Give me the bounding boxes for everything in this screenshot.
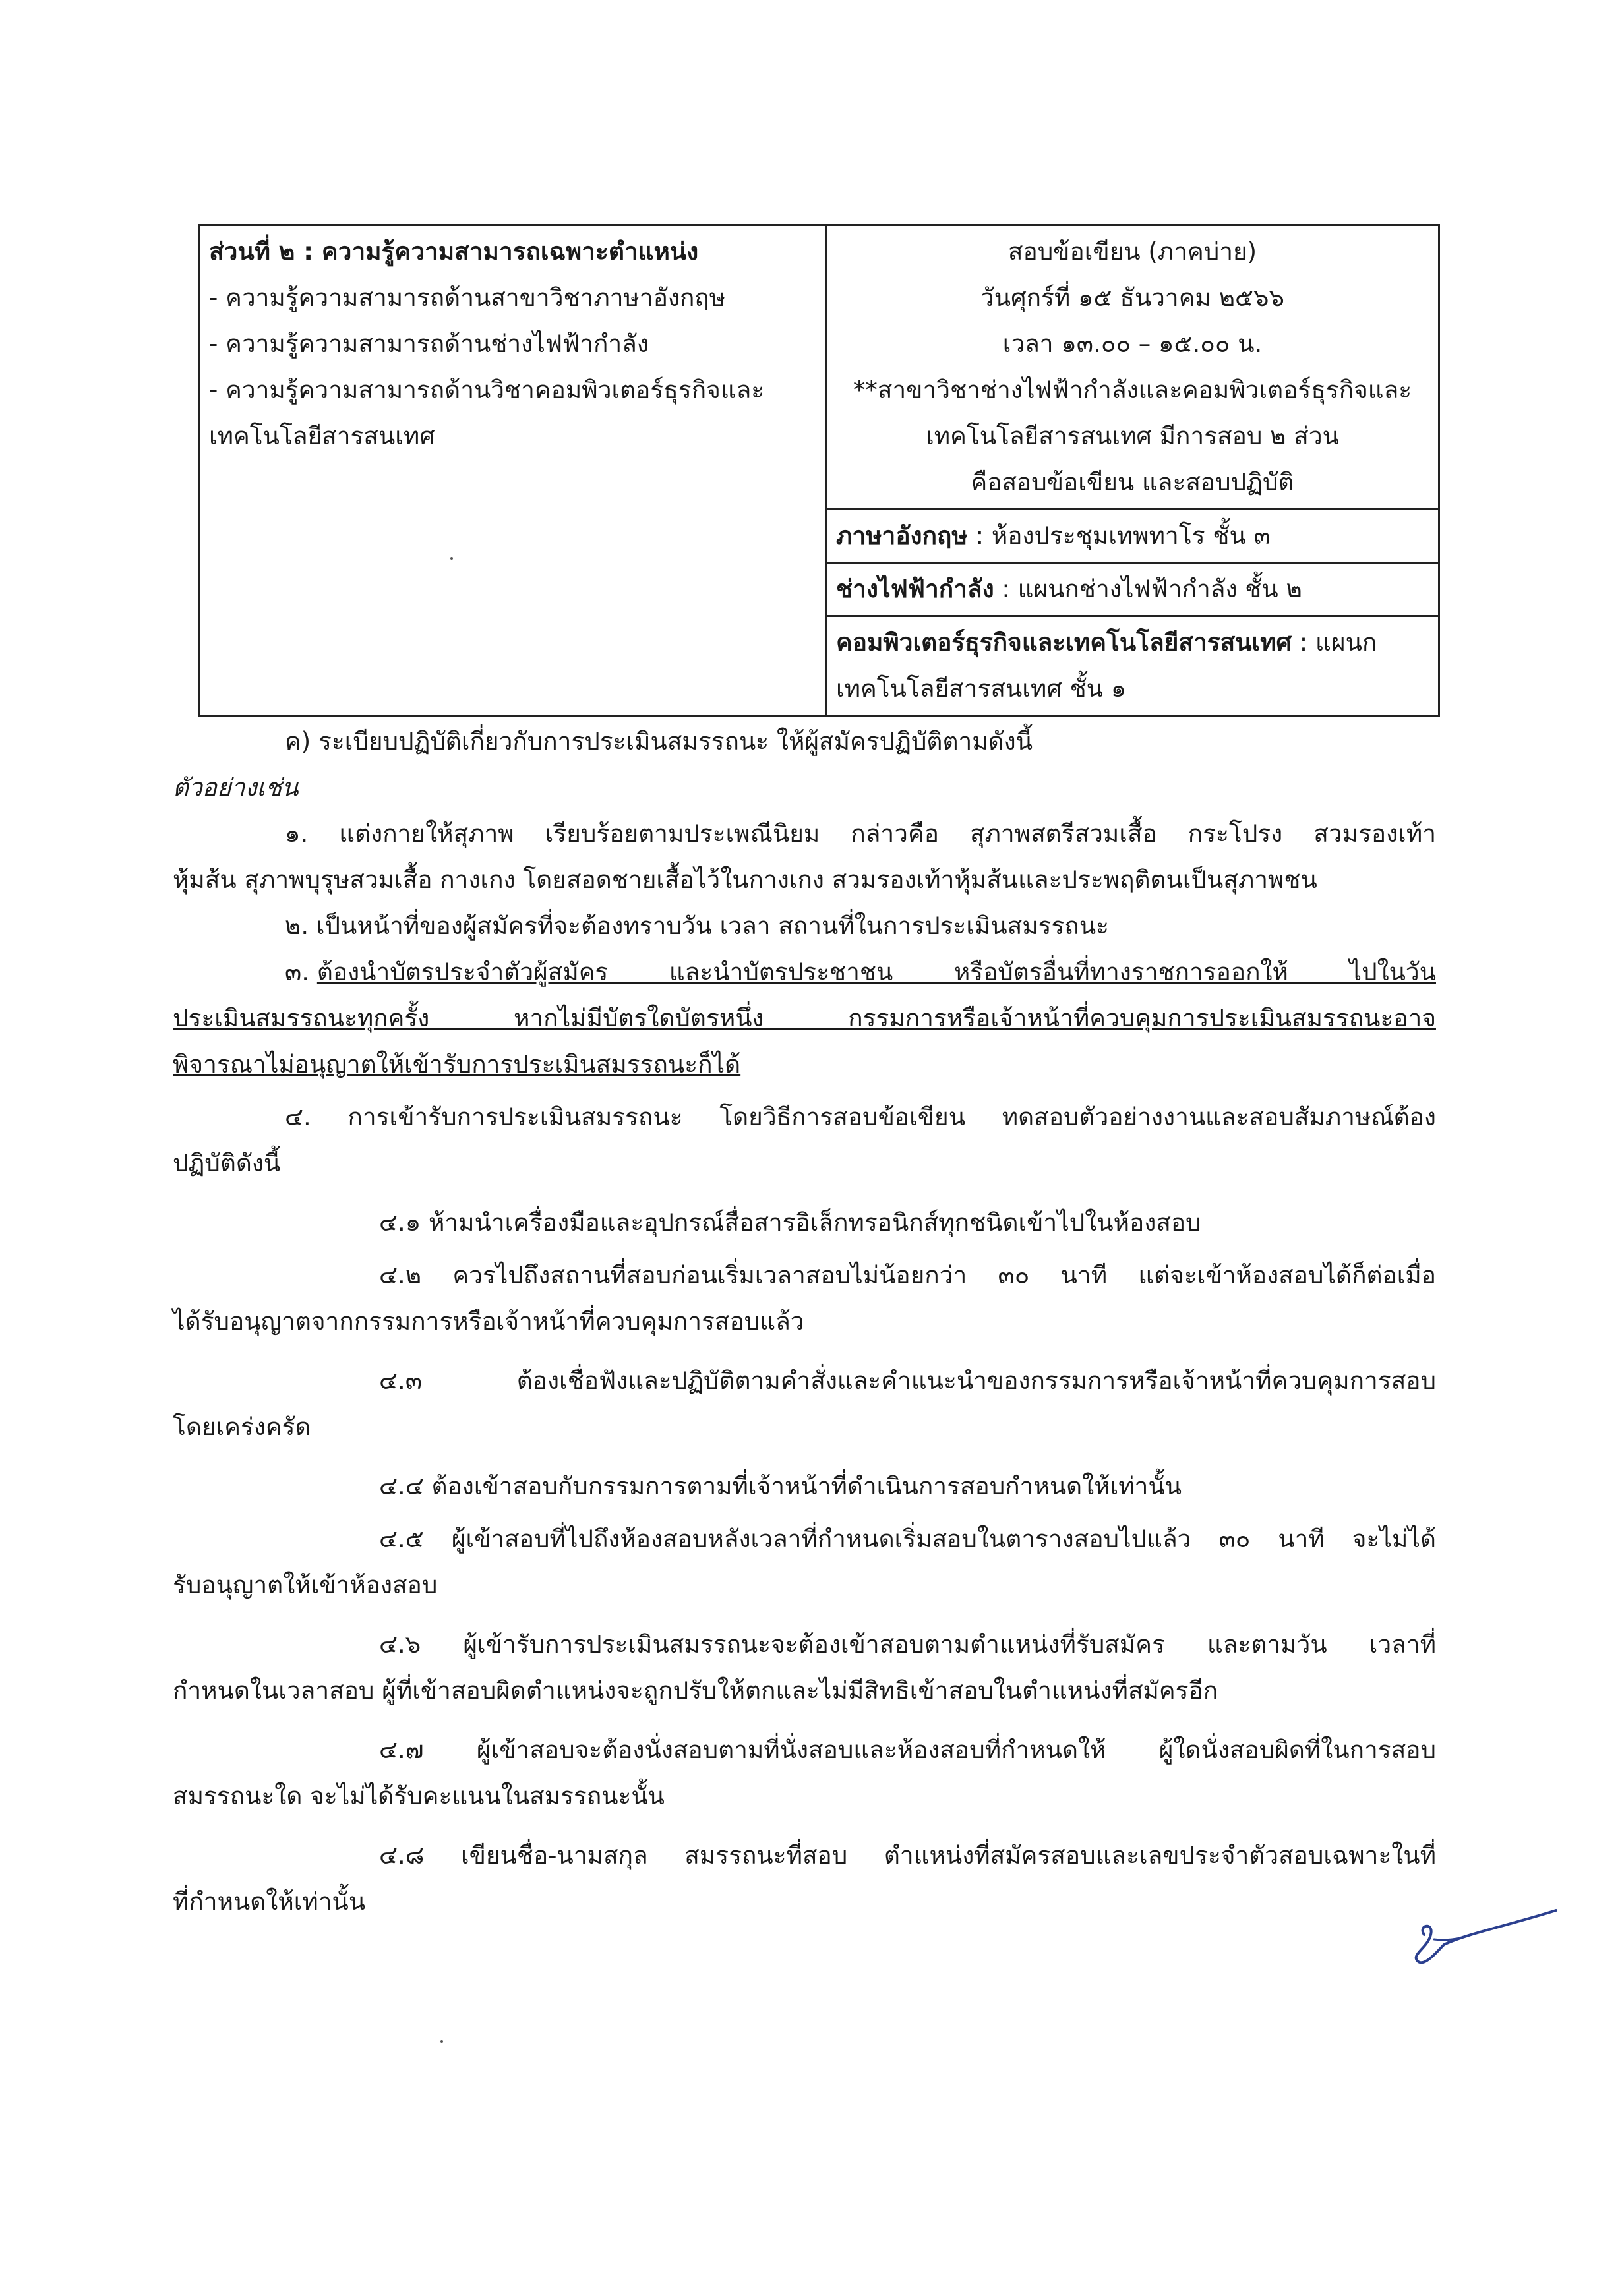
scan-speck [440, 2040, 443, 2043]
paragraph-line: ๑. แต่งกายให้สุภาพ เรียบร้อยตามประเพณีนิยม กล่าวคือ สุภาพสตรีสวมเสื้อ กระโปรง สวมรองเท้า [285, 819, 1436, 848]
exam-note: **สาขาวิชาช่างไฟฟ้ากำลังและคอมพิวเตอร์ธุรกิจและ [853, 376, 1412, 404]
exam-date: วันศุกร์ที่ ๑๕ ธันวาคม ๒๕๖๖ [980, 283, 1284, 312]
exam-time: เวลา ๑๓.๐๐ – ๑๕.๐๐ น. [1002, 330, 1263, 358]
paragraph-line: ๔.๘ เขียนชื่อ-นามสกุล สมรรถนะที่สอบ ตำแหน่งที่สมัครสอบและเลขประจำตัวสอบเฉพาะในที่ [379, 1841, 1436, 1869]
underlined-text: พิจารณาไม่อนุญาตให้เข้ารับการประเมินสมรรถนะก็ได้ [173, 1050, 741, 1078]
paragraph-line: รับอนุญาตให้เข้าห้องสอบ [173, 1571, 438, 1599]
underlined-text: ต้องนำบัตรประจำตัวผู้สมัคร และนำบัตรประชาชน หรือบัตรอื่นที่ทางราชการออกให้ ไปในวัน [316, 958, 1436, 986]
list-item: - ความรู้ความสามารถด้านช่างไฟฟ้ากำลัง [209, 330, 649, 358]
scan-speck [450, 557, 453, 560]
exam-type: สอบข้อเขียน (ภาคบ่าย) [1007, 237, 1257, 266]
room-place: เทคโนโลยีสารสนเทศ ชั้น ๑ [836, 674, 1127, 703]
paragraph-line: ที่กำหนดให้เท่านั้น [173, 1887, 366, 1916]
paragraph-line: ๔.๑ ห้ามนำเครื่องมือและอุปกรณ์สื่อสารอิเล็กทรอนิกส์ทุกชนิดเข้าไปในห้องสอบ [379, 1208, 1201, 1237]
underlined-text: ประเมินสมรรถนะทุกครั้ง หากไม่มีบัตรใดบัตรหนึ่ง กรรมการหรือเจ้าหน้าที่ควบคุมการประเมินสมรรถนะอาจ [173, 1004, 1436, 1032]
list-item: - ความรู้ความสามารถด้านสาขาวิชาภาษาอังกฤษ [209, 283, 726, 312]
paragraph-line: ได้รับอนุญาตจากกรรมการหรือเจ้าหน้าที่ควบคุมการสอบแล้ว [173, 1307, 804, 1336]
paragraph-line: ปฏิบัติดังนี้ [173, 1149, 281, 1177]
exam-note: เทคโนโลยีสารสนเทศ มีการสอบ ๒ ส่วน [926, 422, 1339, 450]
paragraph-line: ๔.๒ ควรไปถึงสถานที่สอบก่อนเริ่มเวลาสอบไม่น้อยกว่า ๓๐ นาที แต่จะเข้าห้องสอบได้ก็ต่อเมื่อ [379, 1261, 1436, 1289]
example-label: ตัวอย่างเช่น [173, 773, 299, 802]
table-row [199, 225, 1439, 510]
room-subject: ภาษาอังกฤษ [836, 521, 968, 550]
paragraph-line: ๒. เป็นหน้าที่ของผู้สมัครที่จะต้องทราบวัน เวลา สถานที่ในการประเมินสมรรถนะ [285, 912, 1109, 940]
room-subject: ช่างไฟฟ้ากำลัง [836, 575, 994, 603]
room-cell [826, 510, 1439, 563]
item-number: ๓. [285, 958, 317, 986]
room-cell [826, 616, 1439, 716]
paragraph-line: ๔.๗ ผู้เข้าสอบจะต้องนั่งสอบตามที่นั่งสอบและห้องสอบที่กำหนดให้ ผู้ใดนั่งสอบผิดที่ในการสอบ [379, 1736, 1436, 1764]
list-item: เทคโนโลยีสารสนเทศ [209, 422, 435, 450]
part-title: ส่วนที่ ๒ : ความรู้ความสามารถเฉพาะตำแหน่ง [209, 237, 699, 266]
exam-time-cell [826, 225, 1439, 510]
paragraph-line: โดยเคร่งครัด [173, 1413, 311, 1441]
section-c-heading: ค) ระเบียบปฏิบัติเกี่ยวกับการประเมินสมรรถนะ ให้ผู้สมัครปฏิบัติตามดังนี้ [285, 727, 1033, 755]
paragraph-line: หุ้มส้น สุภาพบุรุษสวมเสื้อ กางเกง โดยสอดชายเสื้อไว้ในกางเกง สวมรองเท้าหุ้มส้นและประพฤติตนเป็นสุภาพชน [173, 866, 1317, 894]
room-place: : แผนกช่างไฟฟ้ากำลัง ชั้น ๒ [994, 575, 1302, 603]
paragraph-line: ๔. การเข้ารับการประเมินสมรรถนะ โดยวิธีการสอบข้อเขียน ทดสอบตัวอย่างงานและสอบสัมภาษณ์ต้อง [285, 1103, 1436, 1131]
handwritten-initial-signature [1398, 1899, 1569, 1978]
room-place: : แผนก [1292, 628, 1377, 657]
paragraph-line: สมรรถนะใด จะไม่ได้รับคะแนนในสมรรถนะนั้น [173, 1782, 665, 1810]
part-2-cell [199, 225, 826, 716]
room-cell [826, 563, 1439, 616]
exam-schedule-table [198, 224, 1440, 717]
paragraph-line: ๔.๓ ต้องเชื่อฟังและปฏิบัติตามคำสั่งและคำแนะนำของกรรมการหรือเจ้าหน้าที่ควบคุมการสอบ [379, 1367, 1436, 1395]
room-place: : ห้องประชุมเทพทาโร ชั้น ๓ [967, 521, 1271, 550]
paragraph-line [285, 949, 1436, 995]
paragraph-line: ๔.๖ ผู้เข้ารับการประเมินสมรรถนะจะต้องเข้าสอบตามตำแหน่งที่รับสมัคร และตามวัน เวลาที่ [379, 1630, 1436, 1659]
room-subject: คอมพิวเตอร์ธุรกิจและเทคโนโลยีสารสนเทศ [836, 628, 1292, 657]
list-item: - ความรู้ความสามารถด้านวิชาคอมพิวเตอร์ธุรกิจและ [209, 376, 765, 404]
paragraph-line: ๔.๕ ผู้เข้าสอบที่ไปถึงห้องสอบหลังเวลาที่กำหนดเริ่มสอบในตารางสอบไปแล้ว ๓๐ นาที จะไม่ได้ [379, 1525, 1436, 1553]
paragraph-line: ๔.๔ ต้องเข้าสอบกับกรรมการตามที่เจ้าหน้าที่ดำเนินการสอบกำหนดให้เท่านั้น [379, 1472, 1182, 1500]
exam-note: คือสอบข้อเขียน และสอบปฏิบัติ [971, 468, 1294, 496]
paragraph-line: กำหนดในเวลาสอบ ผู้ที่เข้าสอบผิดตำแหน่งจะถูกปรับให้ตกและไม่มีสิทธิเข้าสอบในตำแหน่งที่สมัครอีก [173, 1676, 1218, 1705]
